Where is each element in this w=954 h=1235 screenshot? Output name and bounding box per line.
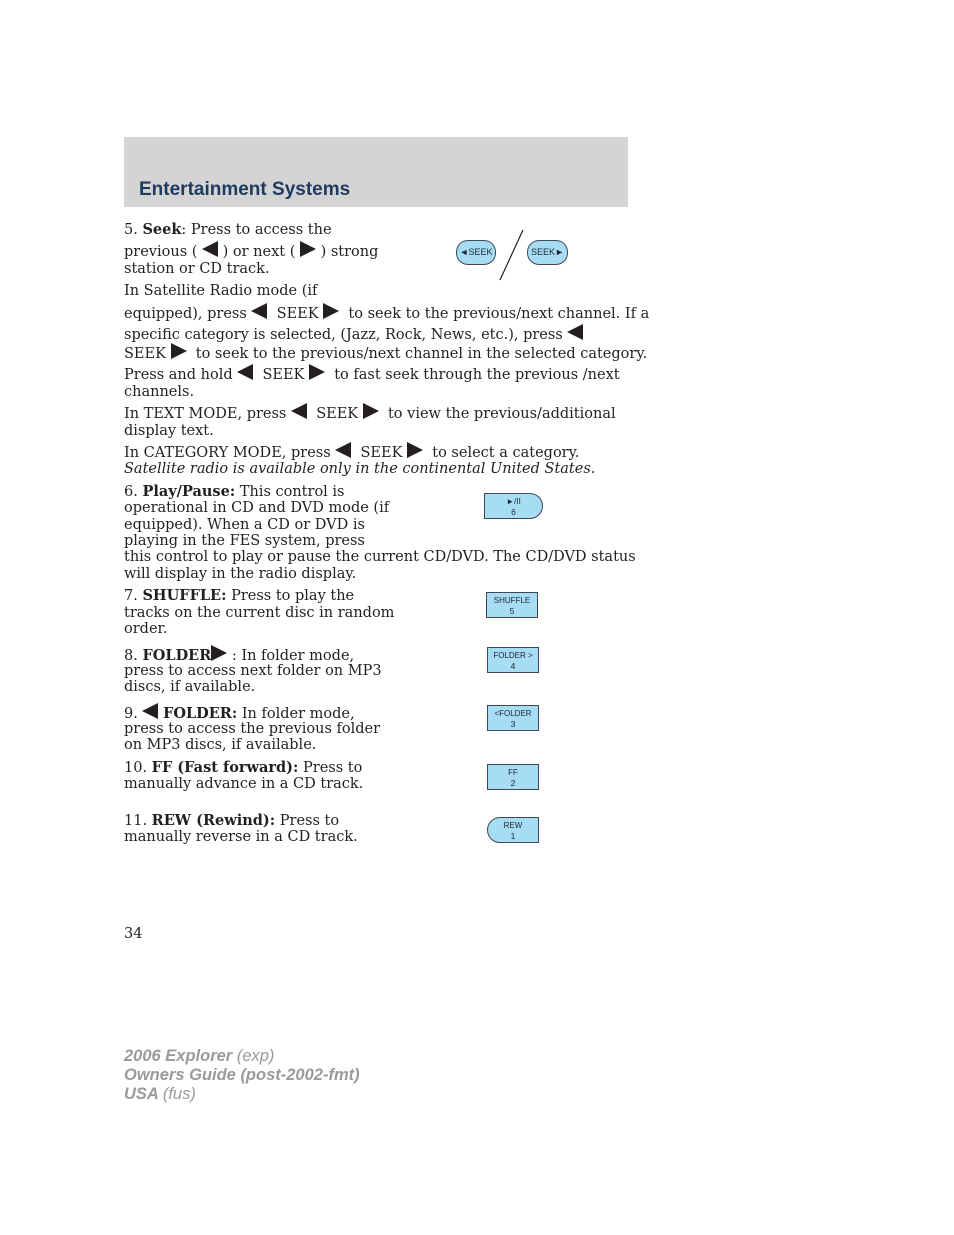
seek-left-icon <box>251 303 267 319</box>
text: SEEK <box>262 367 305 383</box>
folder-next-line-3: discs, if available. <box>124 679 256 695</box>
item-title: Play/Pause: <box>142 483 236 500</box>
category-mode-line <box>124 442 579 462</box>
rew-line-1 <box>124 813 339 830</box>
button-number: 6 <box>511 507 516 517</box>
text: ) strong <box>320 244 379 260</box>
footer-line-3 <box>124 1085 360 1104</box>
item-number: 8. <box>124 648 138 664</box>
button-label: FOLDER > <box>493 651 533 660</box>
text: ) or next ( <box>222 244 296 260</box>
folder-previous-button-illustration <box>487 705 539 731</box>
play-line-5: this control to play or pause the current CD/DVD. The CD/DVD status <box>124 549 636 565</box>
item-number: 10. <box>124 760 148 776</box>
footer <box>124 1047 360 1104</box>
folder-next-icon <box>211 645 227 661</box>
seek-right-icon <box>171 343 187 359</box>
text: 2006 Explorer <box>124 1047 233 1065</box>
folder-prev-line-2: press to access the previous folder <box>124 721 381 737</box>
button-number: 2 <box>510 778 516 788</box>
button-number: 4 <box>510 661 516 671</box>
button-label: SHUFFLE <box>493 596 531 605</box>
ff-line-1 <box>124 760 362 777</box>
item-title: Seek <box>142 221 182 238</box>
play-line-3: equipped). When a CD or DVD is <box>124 517 365 533</box>
seek-left-icon <box>567 324 583 340</box>
seek-left-icon <box>291 403 307 419</box>
shuffle-line-3: order. <box>124 621 168 637</box>
text: to seek to the previous/next channel. If a <box>348 306 650 322</box>
item-title: REW (Rewind): <box>151 812 276 829</box>
text: SEEK <box>276 306 319 322</box>
text: In folder mode, <box>241 706 355 722</box>
footer-line-2: Owners Guide (post-2002-fmt) <box>124 1066 360 1084</box>
text: SEEK <box>360 445 403 461</box>
text: : In folder mode, <box>231 648 355 664</box>
text: : Press to access the <box>181 222 332 238</box>
text: Press to play the <box>231 588 355 604</box>
sat-line-1: In Satellite Radio mode (if <box>124 283 318 299</box>
item-title: FOLDER <box>142 647 212 664</box>
item-number: 6. <box>124 484 138 500</box>
hold-line-2: channels. <box>124 384 195 400</box>
satellite-note: Satellite radio is available only in the continental United States. <box>124 461 596 477</box>
play-line-6: will display in the radio display. <box>124 566 357 582</box>
seek-left-icon <box>202 241 218 257</box>
seek-line-2 <box>124 241 378 261</box>
seek-right-icon <box>300 241 316 257</box>
text: Press to <box>279 813 340 829</box>
text: In CATEGORY MODE, press <box>124 445 331 461</box>
folder-next-button-illustration <box>487 647 539 673</box>
fast-forward-button-illustration <box>487 764 539 790</box>
button-number: 5 <box>509 606 515 616</box>
text: to view the previous/additional <box>387 406 616 422</box>
text: SEEK <box>124 346 166 362</box>
play-line-1 <box>124 484 345 501</box>
text: This control is <box>239 484 345 500</box>
text: specific category is selected, (Jazz, Rock, News, etc.), press <box>124 327 563 343</box>
item-title: FF (Fast forward): <box>151 759 299 776</box>
play-line-4: playing in the FES system, press <box>124 533 365 549</box>
seek-forward-button-illustration: SEEK► <box>527 240 568 265</box>
button-label: FF <box>508 768 518 777</box>
text-mode-line-1 <box>124 403 616 423</box>
text: SEEK <box>316 406 359 422</box>
section-title: Entertainment Systems <box>139 179 351 200</box>
button-number: 3 <box>510 719 516 729</box>
text: to select a category. <box>432 445 580 461</box>
text-mode-line-2: display text. <box>124 423 214 439</box>
seek-right-icon <box>363 403 379 419</box>
divider-slash <box>498 229 528 281</box>
rew-line-2: manually reverse in a CD track. <box>124 829 358 845</box>
seek-left-icon <box>335 442 351 458</box>
item-title: FOLDER: <box>163 705 238 722</box>
shuffle-line-1 <box>124 588 354 605</box>
text: to seek to the previous/next channel in the selected category. <box>195 346 648 362</box>
sat-line-4 <box>124 343 647 363</box>
text: (exp) <box>236 1047 275 1065</box>
text: Press and hold <box>124 367 233 383</box>
folder-prev-line-3: on MP3 discs, if available. <box>124 737 317 753</box>
item-number: 7. <box>124 588 138 604</box>
text: (fus) <box>162 1085 196 1103</box>
item-number: 9. <box>124 706 138 722</box>
sat-line-2 <box>124 303 649 323</box>
seek-line-3: station or CD track. <box>124 261 270 277</box>
button-label: ►/II <box>506 497 521 506</box>
seek-line-1 <box>124 222 332 239</box>
seek-left-icon <box>237 364 253 380</box>
hold-line-1 <box>124 364 620 384</box>
footer-line-1 <box>124 1047 360 1066</box>
header-band <box>124 137 628 207</box>
button-label: REW <box>503 821 523 830</box>
text: USA <box>124 1085 159 1103</box>
folder-prev-line-1 <box>124 703 355 723</box>
seek-back-button-illustration: ◄SEEK <box>456 240 496 265</box>
shuffle-button-illustration <box>486 592 538 618</box>
button-label: <FOLDER <box>494 709 532 718</box>
item-title: SHUFFLE: <box>142 587 227 604</box>
text: equipped), press <box>124 306 247 322</box>
page-number: 34 <box>124 926 143 942</box>
play-pause-button-illustration <box>484 493 543 519</box>
item-number: 5. <box>124 222 138 238</box>
seek-right-icon <box>407 442 423 458</box>
play-line-2: operational in CD and DVD mode (if <box>124 500 390 516</box>
rewind-button-illustration <box>487 817 539 843</box>
text: Press to <box>303 760 363 776</box>
text: previous ( <box>124 244 198 260</box>
button-number: 1 <box>510 831 516 841</box>
item-number: 11. <box>124 813 148 829</box>
folder-next-line-1 <box>124 645 354 665</box>
folder-next-line-2: press to access next folder on MP3 <box>124 663 382 679</box>
text: to fast seek through the previous /next <box>334 367 620 383</box>
seek-right-icon <box>309 364 325 380</box>
shuffle-line-2: tracks on the current disc in random <box>124 605 395 621</box>
ff-line-2: manually advance in a CD track. <box>124 776 364 792</box>
folder-previous-icon <box>142 703 158 719</box>
seek-right-icon <box>323 303 339 319</box>
text: In TEXT MODE, press <box>124 406 287 422</box>
sat-line-3 <box>124 324 583 344</box>
